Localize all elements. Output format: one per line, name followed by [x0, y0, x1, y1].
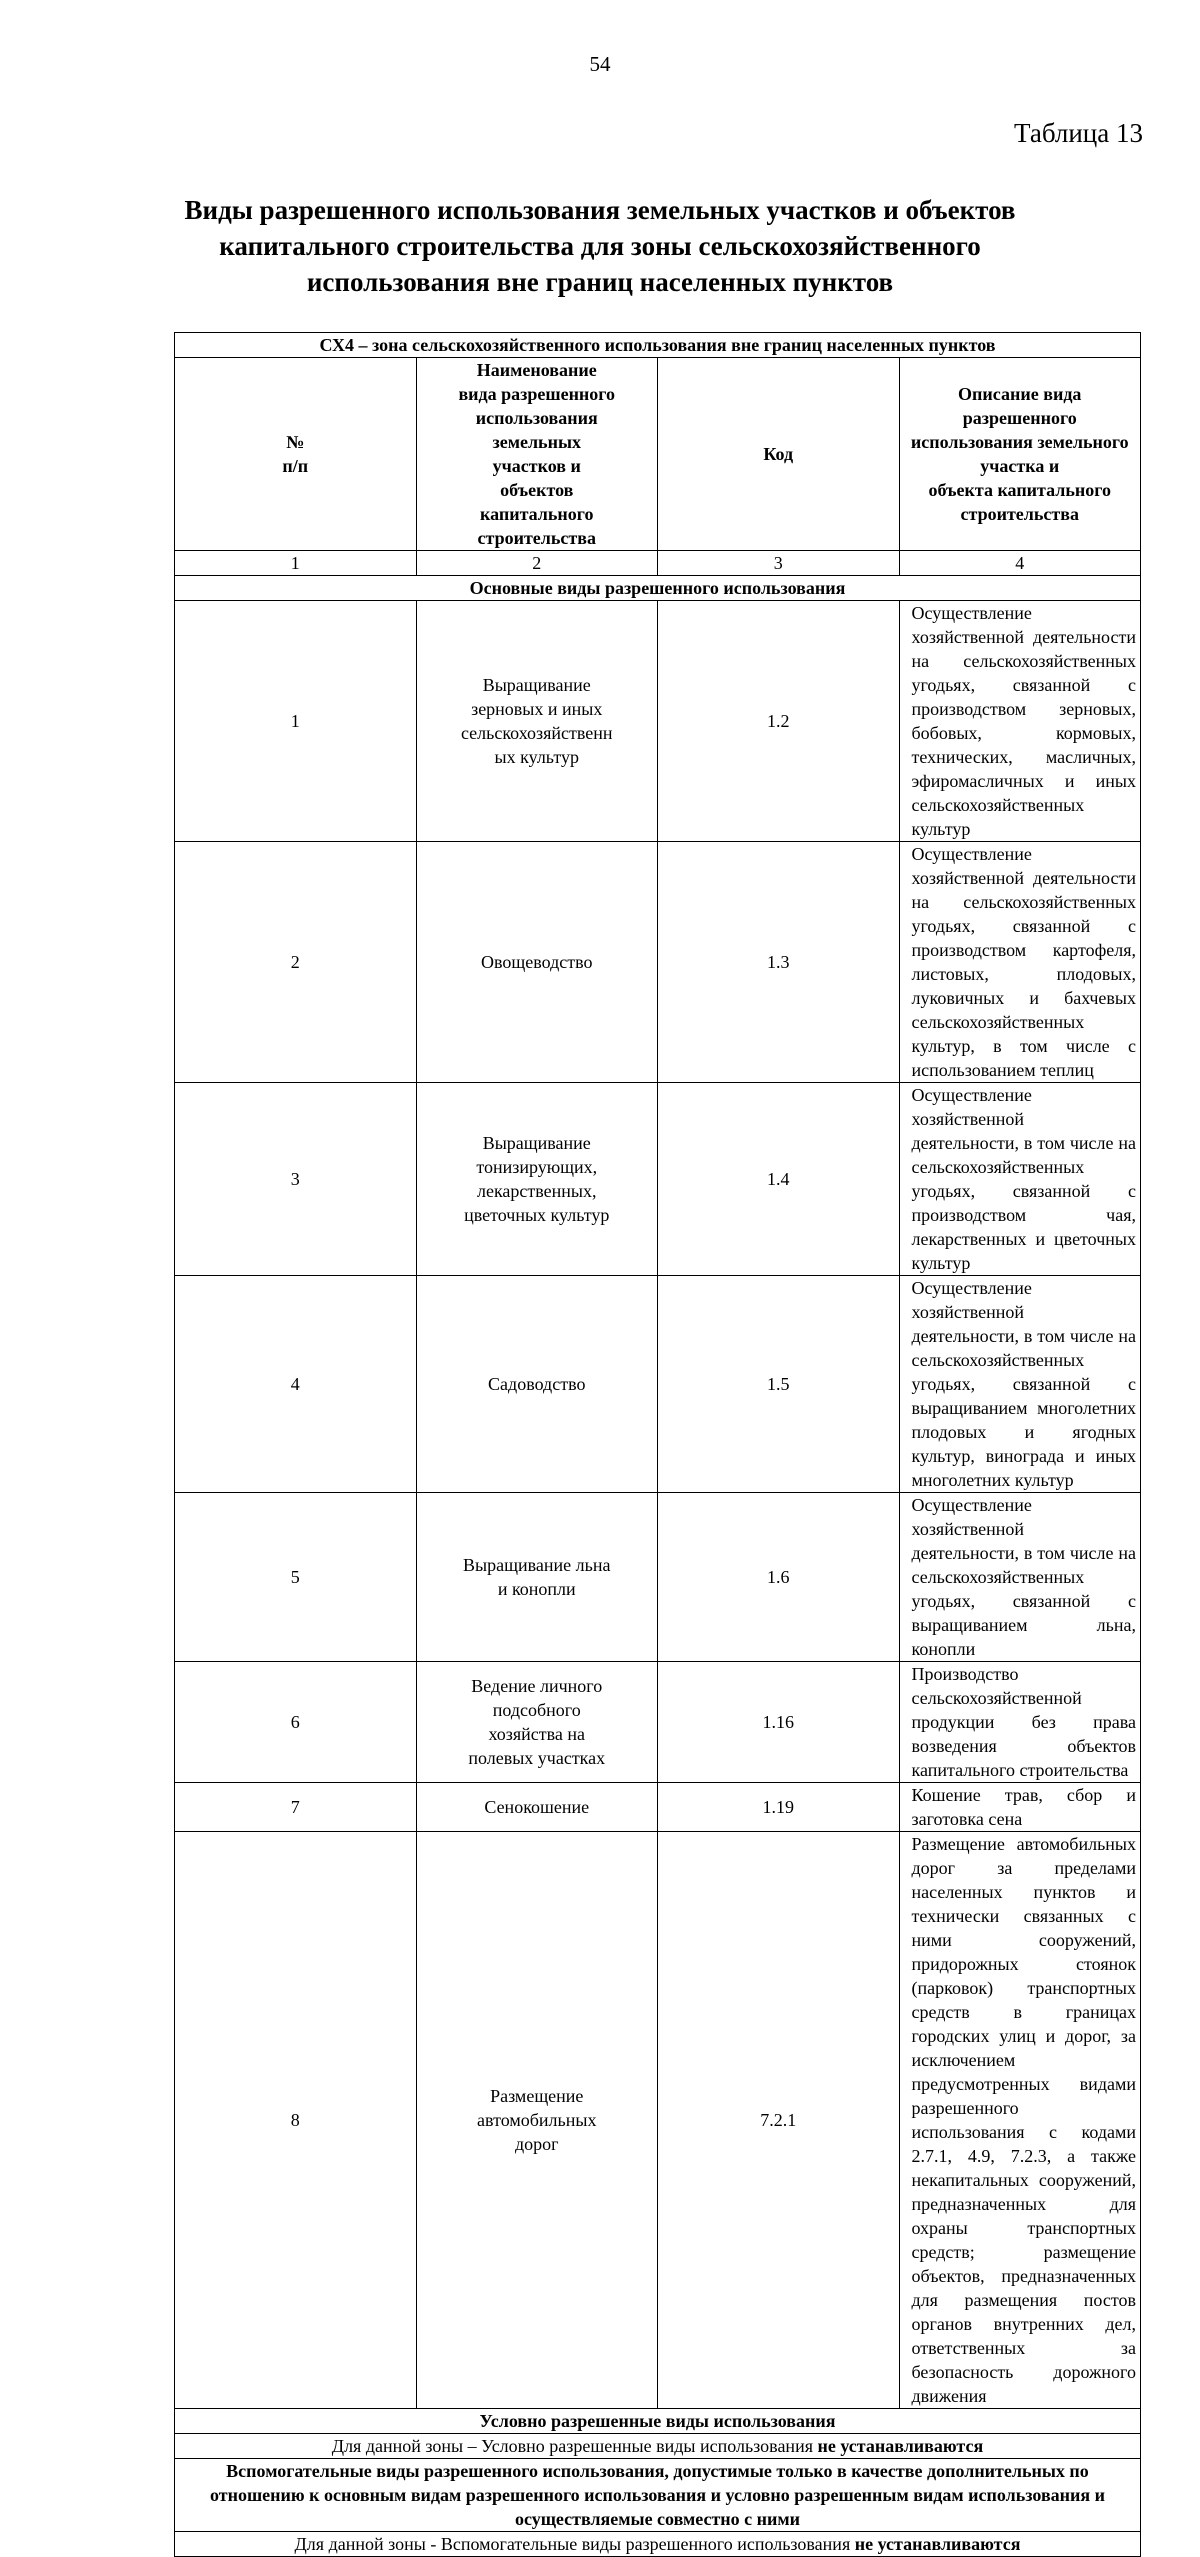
- row-name-line: Сенокошение: [484, 1797, 590, 1817]
- col-header-desc: [899, 358, 1141, 551]
- title-line: Виды разрешенного использования земельных участков и объектов: [184, 195, 1016, 225]
- aux-note-row: [175, 2532, 1141, 2557]
- col-index: 3: [658, 551, 900, 576]
- col-index: 4: [899, 551, 1141, 576]
- col-header-code: Код: [658, 358, 900, 551]
- row-name-line: лекарственных,: [476, 1181, 597, 1201]
- table-label: Таблица 13: [1014, 118, 1143, 148]
- row-description: Размещение автомобильных дорог за пределами населенных пунктов и технически связанных с ними сооружений, придорожных стоянок (парковок) транспортных средств в границах городских улиц и дорог, за исключением предусмотренных видами разрешенного использования с кодами 2.7.1, 4.9, 7.2.3, а также некапитальных сооружений, предназначенных для охраны транспортных средств; размещение объектов, предназначенных для размещения постов органов внутренних дел, ответственных за безопасность дорожного движения: [899, 1832, 1141, 2409]
- row-name-line: Выращивание: [482, 675, 591, 695]
- row-name: [416, 1493, 658, 1662]
- col-header-num-line: №: [286, 432, 305, 452]
- zone-header-row: [175, 333, 1141, 358]
- row-name-line: сельскохозяйственн: [460, 723, 613, 743]
- col-index: 2: [416, 551, 658, 576]
- conditional-note-bold: не устанавливаются: [817, 2436, 984, 2456]
- row-description: Осуществление хозяйственной деятельности, в том числе на сельскохозяйственных угодьях, связанной с выращиванием льна, конопли: [899, 1493, 1141, 1662]
- row-name-line: ых культур: [494, 747, 579, 767]
- table-row: [175, 601, 1141, 842]
- aux-note-text: Для данной зоны - Вспомогательные виды разрешенного использования: [294, 2534, 855, 2554]
- row-name-line: цветочных культур: [464, 1205, 610, 1225]
- row-number: 6: [175, 1662, 417, 1783]
- col-header-name-line: участков и: [492, 456, 581, 476]
- row-name-line: Садоводство: [488, 1374, 586, 1394]
- col-index: 1: [175, 551, 417, 576]
- col-header-desc-line: Описание вида разрешенного: [958, 384, 1082, 428]
- table-row: [175, 842, 1141, 1083]
- conditional-note: [175, 2434, 1141, 2459]
- row-name-line: Размещение: [490, 2086, 584, 2106]
- row-name-line: полевых участках: [468, 1748, 606, 1768]
- row-name: [416, 1783, 658, 1832]
- aux-note: [175, 2532, 1141, 2557]
- row-code: 1.6: [658, 1493, 900, 1662]
- row-code: 1.4: [658, 1083, 900, 1276]
- col-header-desc-line: объекта капитального строительства: [928, 480, 1111, 524]
- table-row: [175, 1783, 1141, 1832]
- row-name-line: Ведение личного: [471, 1676, 603, 1696]
- row-number: 2: [175, 842, 417, 1083]
- col-header-name-line: вида разрешенного: [458, 384, 616, 404]
- row-code: 1.5: [658, 1276, 900, 1493]
- column-header-row: [175, 358, 1141, 551]
- col-header-name-line: использования: [475, 408, 598, 428]
- aux-note-bold: не устанавливаются: [854, 2534, 1021, 2554]
- row-code: 7.2.1: [658, 1832, 900, 2409]
- table-row: [175, 1662, 1141, 1783]
- row-number: 1: [175, 601, 417, 842]
- title-line: капитального строительства для зоны сельскохозяйственного: [219, 231, 981, 261]
- row-name-line: подсобного: [492, 1700, 581, 1720]
- title-line: использования вне границ населенных пунктов: [306, 267, 894, 297]
- table-row: [175, 1832, 1141, 2409]
- row-name-line: Овощеводство: [481, 952, 593, 972]
- col-header-num: [175, 358, 417, 551]
- col-header-name-line: Наименование: [476, 360, 597, 380]
- col-header-name-line: земельных: [492, 432, 581, 452]
- row-name: [416, 842, 658, 1083]
- conditional-section-row: [175, 2409, 1141, 2434]
- col-header-name-line: строительства: [477, 528, 596, 548]
- row-description: Осуществление хозяйственной деятельности, в том числе на сельскохозяйственных угодьях, связанной с производством чая, лекарственных и цветочных культур: [899, 1083, 1141, 1276]
- row-name-line: Выращивание льна: [463, 1555, 611, 1575]
- aux-section-header: Вспомогательные виды разрешенного использования, допустимые только в качестве дополнительных по отношению к основным видам разрешенного использования и условно разрешенным видам использования и осуществляемые совместно с ними: [175, 2459, 1141, 2532]
- main-section-row: [175, 576, 1141, 601]
- zone-header: СХ4 – зона сельскохозяйственного использования вне границ населенных пунктов: [175, 333, 1141, 358]
- table-row: [175, 1083, 1141, 1276]
- col-header-desc-line: использования земельного участка и: [910, 432, 1129, 476]
- col-header-num-line: п/п: [282, 456, 309, 476]
- row-number: 5: [175, 1493, 417, 1662]
- col-header-name: [416, 358, 658, 551]
- row-number: 7: [175, 1783, 417, 1832]
- row-name: [416, 601, 658, 842]
- row-code: 1.19: [658, 1783, 900, 1832]
- aux-section-row: [175, 2459, 1141, 2532]
- conditional-section-header: Условно разрешенные виды использования: [175, 2409, 1141, 2434]
- row-number: 3: [175, 1083, 417, 1276]
- row-name-line: автомобильных: [477, 2110, 597, 2130]
- row-description: Осуществление хозяйственной деятельности, в том числе на сельскохозяйственных угодьях, связанной с выращиванием многолетних плодовых и ягодных культур, винограда и иных многолетних культур: [899, 1276, 1141, 1493]
- table-row: [175, 1276, 1141, 1493]
- row-name-line: Выращивание: [482, 1133, 591, 1153]
- row-description: Осуществление хозяйственной деятельности на сельскохозяйственных угодьях, связанной с производством картофеля, листовых, плодовых, луковичных и бахчевых сельскохозяйственных культур, в том числе с использованием теплиц: [899, 842, 1141, 1083]
- conditional-note-text: Для данной зоны – Условно разрешенные виды использования: [331, 2436, 818, 2456]
- row-description: Кошение трав, сбор и заготовка сена: [899, 1783, 1141, 1832]
- main-section-header: Основные виды разрешенного использования: [175, 576, 1141, 601]
- page-number: 54: [589, 52, 611, 76]
- row-name: [416, 1662, 658, 1783]
- zone-table: [174, 332, 1141, 2557]
- row-name-line: зерновых и иных: [471, 699, 603, 719]
- column-index-row: [175, 551, 1141, 576]
- col-header-name-line: объектов: [500, 480, 574, 500]
- row-name-line: тонизирующих,: [476, 1157, 598, 1177]
- col-header-name-line: капитального: [479, 504, 594, 524]
- row-code: 1.3: [658, 842, 900, 1083]
- row-code: 1.16: [658, 1662, 900, 1783]
- row-name: [416, 1832, 658, 2409]
- row-name-line: хозяйства на: [488, 1724, 586, 1744]
- row-name: [416, 1083, 658, 1276]
- row-name: [416, 1276, 658, 1493]
- row-description: Осуществление хозяйственной деятельности на сельскохозяйственных угодьях, связанной с производством зерновых, бобовых, кормовых, технических, масличных, эфиромасличных и иных сельскохозяйственных культур: [899, 601, 1141, 842]
- row-name-line: дорог: [514, 2134, 559, 2154]
- row-number: 8: [175, 1832, 417, 2409]
- row-number: 4: [175, 1276, 417, 1493]
- row-name-line: и конопли: [497, 1579, 576, 1599]
- document-title: [150, 192, 1050, 300]
- row-code: 1.2: [658, 601, 900, 842]
- row-description: Производство сельскохозяйственной продукции без права возведения объектов капитального строительства: [899, 1662, 1141, 1783]
- table-row: [175, 1493, 1141, 1662]
- conditional-note-row: [175, 2434, 1141, 2459]
